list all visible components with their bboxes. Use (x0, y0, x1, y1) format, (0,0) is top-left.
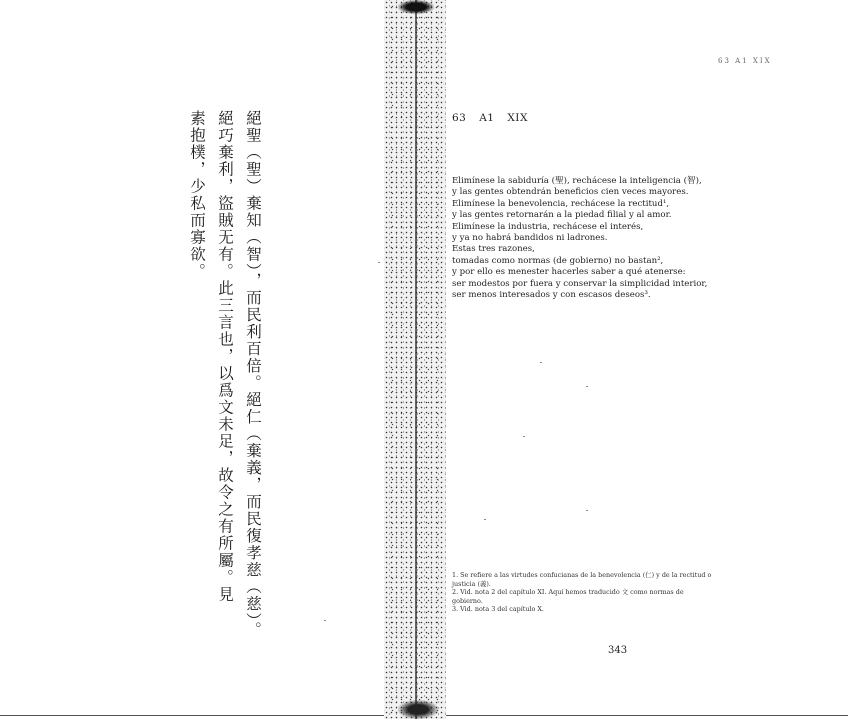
chinese-column-3: 素抱樸，少私而寡欲。 (188, 110, 206, 280)
scan-speck (324, 620, 326, 621)
body-line: y ya no habrá bandidos ni ladrones. (452, 233, 608, 244)
scan-speck (484, 519, 486, 520)
chinese-column-2: 絕巧棄利，盜賊无有。此三言也，以爲文未足，故令之有所屬。見 (216, 110, 234, 603)
translation-body (452, 176, 788, 301)
scan-speck (378, 262, 380, 263)
body-line: y por ello es menester hacerles saber a qué atenerse: (452, 267, 686, 278)
running-head: 63 A1 XIX (718, 57, 772, 65)
scan-speck (586, 510, 588, 511)
body-line: Estas tres razones, (452, 244, 535, 255)
gutter-shadow-bottom (398, 700, 438, 719)
footnote-line: 2. Vid. nota 2 del capítulo XI. Aquí hemos traducido 文 como normas de (452, 588, 684, 597)
footnote-line: 1. Se refiere a las virtudes confucianas de la benevolencia (仁) y de la rectitud o (452, 571, 712, 579)
footnote-line: 3. Vid. nota 3 del capítulo X. (452, 605, 544, 614)
gutter-fold-line (415, 0, 417, 719)
scan-speck (523, 436, 525, 437)
body-line: ser menos interesados y con escasos deseos³. (452, 290, 651, 301)
scan-speck (586, 386, 588, 387)
body-line: y las gentes obtendrán beneficios cien veces mayores. (452, 187, 689, 198)
footnotes (452, 571, 784, 614)
body-line: Elimínese la industria, rechácese el interés, (452, 221, 644, 232)
chapter-series: A1 (479, 112, 495, 124)
chapter-number: 63 (452, 112, 467, 124)
body-line: Elimínese la sabiduría (聖), rechácese la inteligencia (智), (452, 176, 702, 186)
bottom-edge-right (446, 715, 848, 716)
footnote-line: justicia (義). (452, 579, 491, 588)
body-line: ser modestos por fuera y conservar la simplicidad interior, (452, 278, 708, 289)
scan-speck (540, 362, 542, 363)
body-line: y las gentes retornarán a la piedad filial y al amor. (452, 210, 672, 221)
left-page (0, 0, 384, 719)
gutter-shadow-top (398, 0, 434, 14)
bottom-edge-left (0, 715, 384, 716)
chapter-title (452, 112, 537, 124)
chinese-column-1: 絕聖（聖）棄知（智），而民利百倍。絕仁（棄義，而民復孝慈（慈）。 (244, 110, 262, 639)
body-line: Elimínese la benevolencia, rechácese la rectitud¹, (452, 198, 670, 209)
footnote-line: gobierno. (452, 596, 483, 605)
body-line: tomadas como normas (de gobierno) no bastan², (452, 255, 664, 266)
page-number: 343 (608, 645, 628, 656)
chapter-roman: XIX (507, 112, 528, 124)
